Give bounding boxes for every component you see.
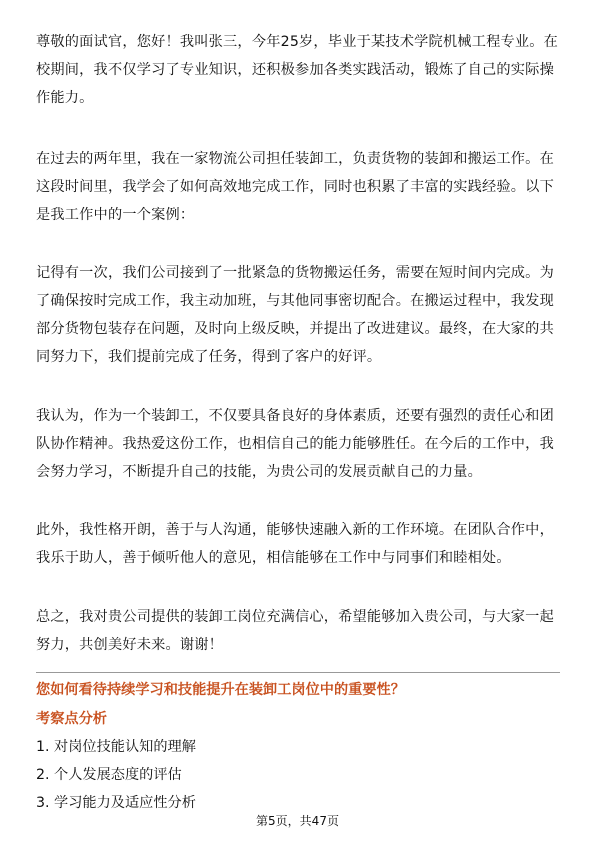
analysis-point: 3. 学习能力及适应性分析	[36, 795, 196, 811]
page-number-footer: 第5页，共47页	[256, 814, 339, 828]
paragraph-self-assessment: 我认为，作为一个装卸工，不仅要具备良好的身体素质，还要有强烈的责任心和团队协作精神。我热爱这份工作，也相信自己的能力能够胜任。在今后的工作中，我会努力学习，不断提升自己的技能，为贵公司的发展贡献自己的力量。	[36, 408, 554, 480]
analysis-point: 2. 个人发展态度的评估	[36, 767, 182, 783]
paragraph-personality: 此外，我性格开朗，善于与人沟通，能够快速融入新的工作环境。在团队合作中，我乐于助人，善于倾听他人的意见，相信能够在工作中与同事们和睦相处。	[36, 522, 554, 566]
paragraph-introduction: 尊敬的面试官，您好！我叫张三，今年25岁，毕业于某技术学院机械工程专业。在校期间，我不仅学习了专业知识，还积极参加各类实践活动，锻炼了自己的实际操作能力。	[36, 34, 559, 106]
section-divider	[36, 672, 560, 673]
analysis-point: 1. 对岗位技能认知的理解	[36, 739, 196, 755]
analysis-section-title: 考察点分析	[36, 711, 107, 727]
interview-question: 您如何看待持续学习和技能提升在装卸工岗位中的重要性？	[36, 682, 405, 698]
paragraph-conclusion: 总之，我对贵公司提供的装卸工岗位充满信心，希望能够加入贵公司，与大家一起努力，共创美好未来。谢谢！	[36, 609, 554, 653]
paragraph-work-experience: 在过去的两年里，我在一家物流公司担任装卸工，负责货物的装卸和搬运工作。在这段时间里，我学会了如何高效地完成工作，同时也积累了丰富的实践经验。以下是我工作中的一个案例：	[36, 151, 554, 223]
paragraph-case-example: 记得有一次，我们公司接到了一批紧急的货物搬运任务，需要在短时间内完成。为了确保按时完成工作，我主动加班，与其他同事密切配合。在搬运过程中，我发现部分货物包装存在问题，及时向上级反映，并提出了改进建议。最终，在大家的共同努力下，我们提前完成了任务，得到了客户的好评。	[36, 265, 554, 365]
